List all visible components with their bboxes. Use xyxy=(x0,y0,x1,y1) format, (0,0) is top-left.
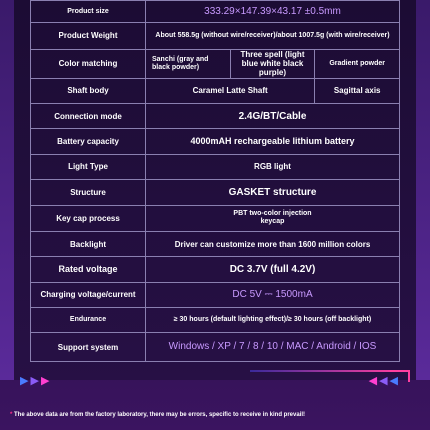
row-label: Key cap process xyxy=(31,205,146,231)
keycap-process-text: PBT two-color injection keycap xyxy=(233,210,312,226)
row-label: Rated voltage xyxy=(31,257,146,282)
table-row xyxy=(31,205,400,231)
table-row xyxy=(31,78,400,103)
footnote-text: The above data are from the factory laboratory, there may be errors, specific to receive in kind prevail! xyxy=(14,412,306,418)
table-row xyxy=(31,257,400,282)
spec-table xyxy=(30,0,400,362)
row-value: 4000mAH rechargeable lithium battery xyxy=(146,129,400,154)
footnote-marker: * xyxy=(10,412,13,418)
row-value: DC 5V ⎓ 1500mA xyxy=(146,282,400,307)
play-right-icon: ▶ xyxy=(20,375,29,387)
row-label: Backlight xyxy=(31,231,146,256)
table-row xyxy=(31,129,400,154)
row-label: Battery capacity xyxy=(31,129,146,154)
left-arrow-group xyxy=(20,374,49,388)
row-value: 2.4G/BT/Cable xyxy=(146,104,400,129)
play-right-icon: ▶ xyxy=(30,375,39,387)
table-row xyxy=(31,333,400,362)
row-label: Support system xyxy=(31,333,146,362)
shaft-option: Sagittal axis xyxy=(315,78,400,103)
row-label: Endurance xyxy=(31,308,146,333)
play-right-icon: ▶ xyxy=(40,375,50,387)
footnote xyxy=(10,412,305,418)
glow-line xyxy=(250,370,400,372)
row-label: Product Weight xyxy=(31,23,146,49)
row-value: ≥ 30 hours (default lighting effect)/≥ 30 hours (off backlight) xyxy=(146,308,400,333)
table-row xyxy=(31,104,400,129)
row-value: GASKET structure xyxy=(146,180,400,205)
table-row xyxy=(31,308,400,333)
play-left-icon: ◀ xyxy=(368,375,378,387)
play-left-icon: ◀ xyxy=(379,375,388,387)
row-value: Driver can customize more than 1600 million colors xyxy=(146,231,400,256)
table-row xyxy=(31,23,400,49)
table-row xyxy=(31,1,400,23)
row-label: Product size xyxy=(31,1,146,23)
right-arrow-group xyxy=(369,374,398,388)
color-option: Gradient powder xyxy=(315,49,400,78)
row-label: Connection mode xyxy=(31,104,146,129)
color-option: Sanchi (gray and black powder) xyxy=(146,49,231,78)
color-option: Three spell (light blue white black purple) xyxy=(230,49,315,78)
row-label: Light Type xyxy=(31,154,146,179)
table-row xyxy=(31,49,400,78)
row-value: DC 3.7V (full 4.2V) xyxy=(146,257,400,282)
row-value: About 558.5g (without wire/receiver)/about 1007.5g (with wire/receiver) xyxy=(146,23,400,49)
row-value: Windows / XP / 7 / 8 / 10 / MAC / Android / IOS xyxy=(146,333,400,362)
table-row xyxy=(31,180,400,205)
row-value: RGB light xyxy=(146,154,400,179)
play-left-icon: ◀ xyxy=(389,375,398,387)
table-row xyxy=(31,231,400,256)
row-label: Color matching xyxy=(31,49,146,78)
row-value: 333.29×147.39×43.17 ±0.5mm xyxy=(146,1,400,23)
row-label: Shaft body xyxy=(31,78,146,103)
table-row xyxy=(31,282,400,307)
row-label: Structure xyxy=(31,180,146,205)
table-row xyxy=(31,154,400,179)
shaft-option: Caramel Latte Shaft xyxy=(146,78,315,103)
row-label: Charging voltage/current xyxy=(31,282,146,307)
decor-bar xyxy=(20,374,410,388)
row-value xyxy=(146,205,400,231)
